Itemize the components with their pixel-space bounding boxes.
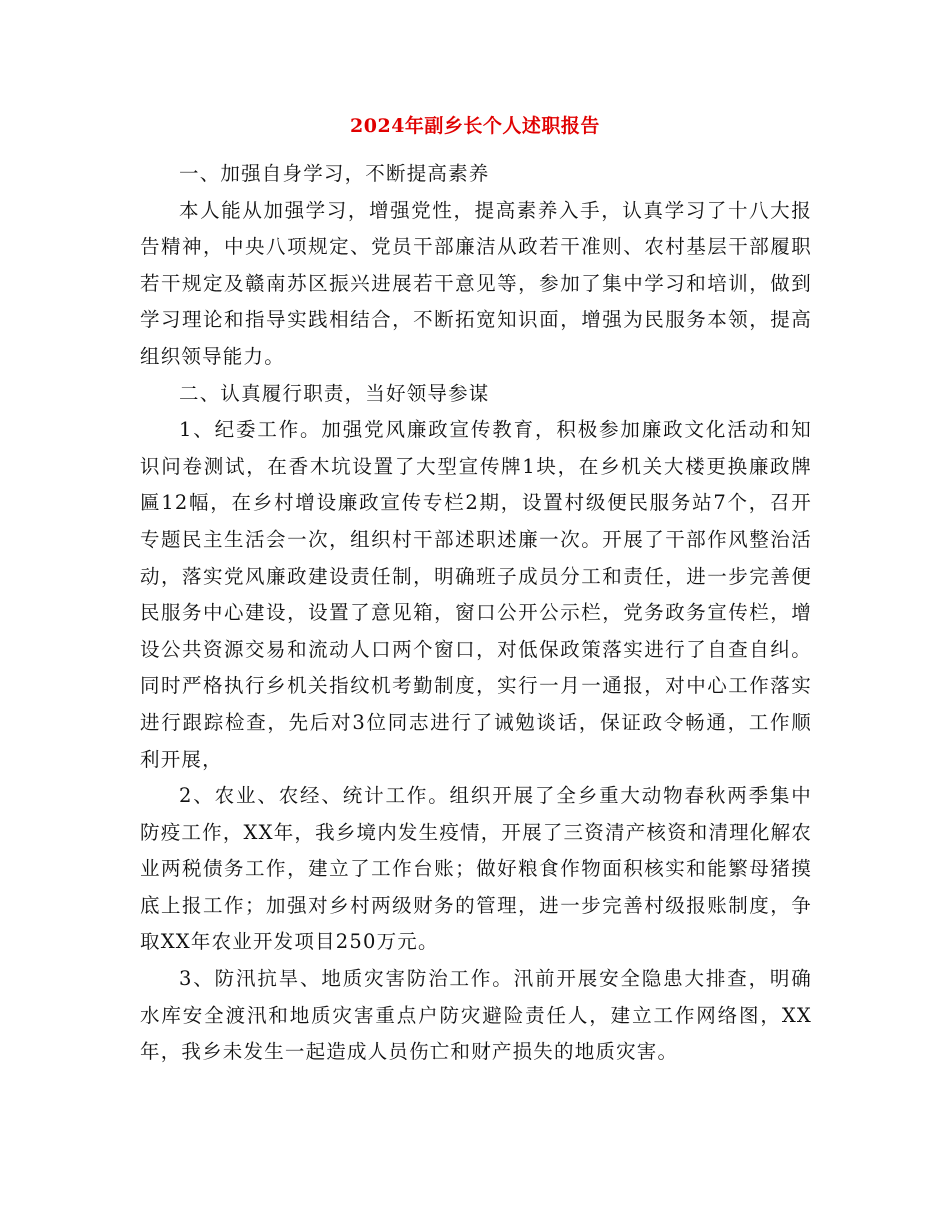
document-body xyxy=(140,156,812,1071)
section-heading-study: 一、加强自身学习，不断提高素养 xyxy=(179,162,490,185)
paragraph-discipline-work: 1、纪委工作。加强党风廉政宣传教育，积极参加廉政文化活动和知识问卷测试，在香木坑设置了大型宣传牌1块，在乡机关大楼更换廉政牌匾12幅，在乡村增设廉政宣传专栏2期，设置村级便民服务站7个，召开专题民主生活会一次，组织村干部述职述廉一次。开展了干部作风整治活动，落实党风廉政建设责任制，明确班子成员分工和责任，进一步完善便民服务中心建设，设置了意见箱，窗口公开公示栏，党务政务宣传栏，增设公共资源交易和流动人口两个窗口，对低保政策落实进行了自查自纠。同时严格执行乡机关指纹机考勤制度，实行一月一通报，对中心工作落实进行跟踪检查，先后对3位同志进行了诫勉谈话，保证政令畅通，工作顺利开展， xyxy=(140,418,812,771)
paragraph-flood-control-work: 3、防汛抗旱、地质灾害防治工作。汛前开展安全隐患大排查，明确水库安全渡汛和地质灾害重点户防灾避险责任人，建立工作网络图，XX年，我乡未发生一起造成人员伤亡和财产损失的地质灾害。 xyxy=(140,967,812,1064)
paragraph-study: 本人能从加强学习，增强党性，提高素养入手，认真学习了十八大报告精神，中央八项规定、党员干部廉洁从政若干准则、农村基层干部履职若干规定及赣南苏区振兴进展若干意见等，参加了集中学习和培训，做到学习理论和指导实践相结合，不断拓宽知识面，增强为民服务本领，提高组织领导能力。 xyxy=(140,198,812,368)
paragraph-agriculture-work: 2、农业、农经、统计工作。组织开展了全乡重大动物春秋两季集中防疫工作，XX年，我乡境内发生疫情，开展了三资清产核资和清理化解农业两税债务工作，建立了工作台账；做好粮食作物面积核实和能繁母猪摸底上报工作；加强对乡村两级财务的管理，进一步完善村级报账制度，争取XX年农业开发项目250万元。 xyxy=(140,784,812,954)
document-title: 2024年副乡长个人述职报告 xyxy=(350,115,600,137)
section-heading-duties: 二、认真履行职责，当好领导参谋 xyxy=(179,381,490,405)
